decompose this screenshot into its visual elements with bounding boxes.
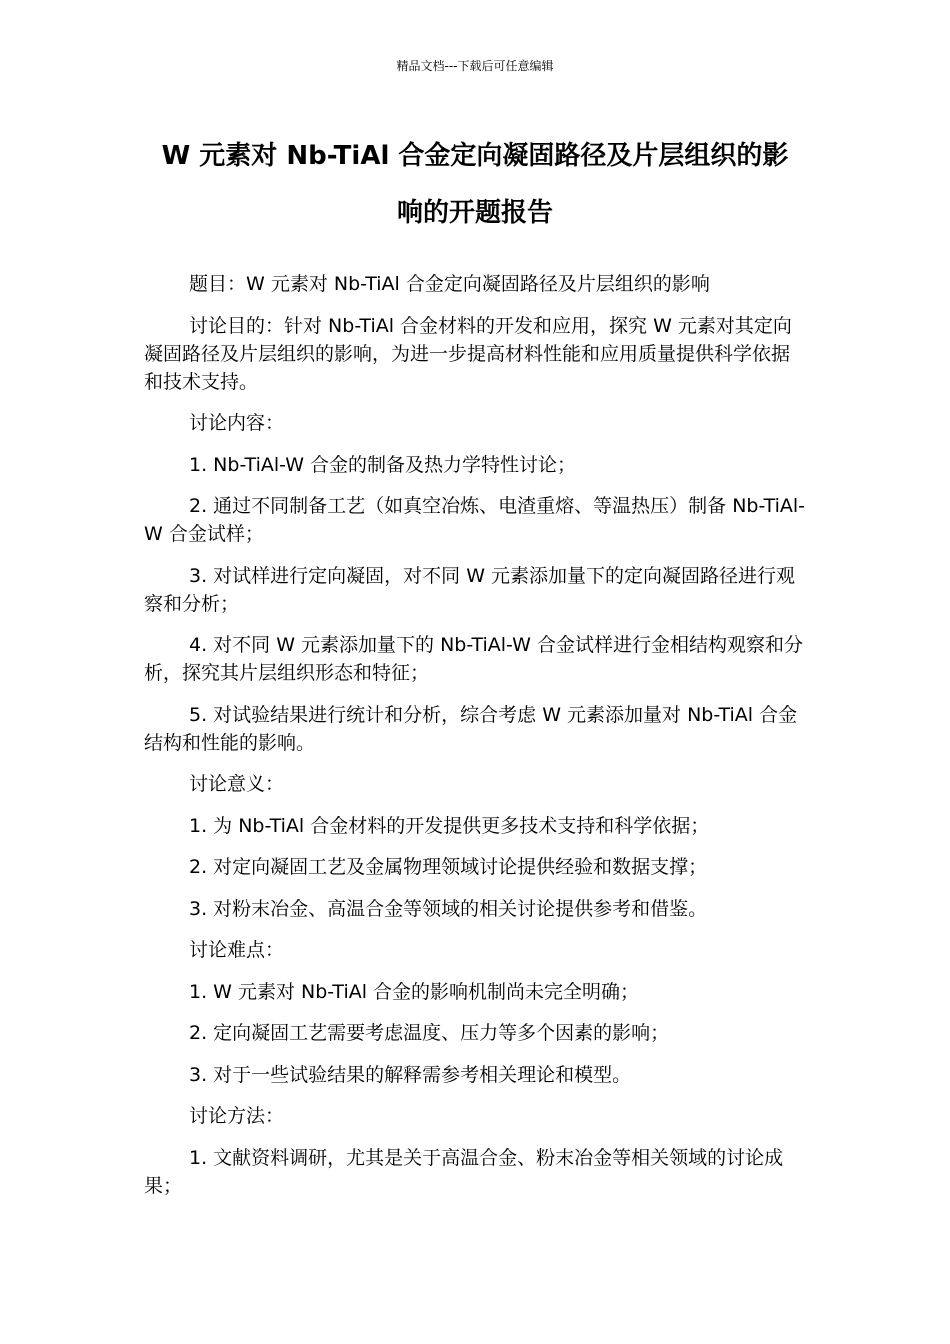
content-item: 1. Nb-TiAl-W 合金的制备及热力学特性讨论； xyxy=(189,453,577,476)
difficulty-item: 1. W 元素对 Nb-TiAl 合金的影响机制尚未完全明确； xyxy=(189,980,640,1003)
difficulty-item: 3. 对于一些试验结果的解释需参考相关理论和模型。 xyxy=(189,1063,632,1086)
content-item: 4. 对不同 W 元素添加量下的 Nb-TiAl-W 合金试样进行金相结构观察和分析，探究其片层组织形态和特征； xyxy=(144,634,803,684)
method-heading: 讨论方法： xyxy=(189,1105,285,1127)
difficulty-heading: 讨论难点： xyxy=(189,939,285,961)
content-item: 3. 对试样进行定向凝固，对不同 W 元素添加量下的定向凝固路径进行观察和分析； xyxy=(144,564,796,615)
document-title xyxy=(143,128,807,242)
significance-item: 3. 对粉末冶金、高温合金等领域的相关讨论提供参考和借鉴。 xyxy=(189,897,708,920)
header-note: 精品文档---下载后可任意编辑 xyxy=(396,59,554,73)
topic-paragraph: 题目：W 元素对 Nb-TiAl 合金定向凝固路径及片层组织的影响 xyxy=(189,273,710,295)
title-line-1: W 元素对 Nb-TiAl 合金定向凝固路径及片层组织的影 xyxy=(161,141,789,171)
significance-item: 1. 为 Nb-TiAl 合金材料的开发提供更多技术支持和科学依据； xyxy=(189,814,710,837)
difficulty-item: 2. 定向凝固工艺需要考虑温度、压力等多个因素的影响； xyxy=(189,1022,670,1044)
content-item: 2. 通过不同制备工艺（如真空冶炼、电渣重熔、等温热压）制备 Nb-TiAl-W 合金试样； xyxy=(144,495,806,545)
document-body xyxy=(144,270,808,1213)
purpose-paragraph: 讨论目的：针对 Nb-TiAl 合金材料的开发和应用，探究 W 元素对其定向凝固路径及片层组织的影响，为进一步提高材料性能和应用质量提供科学依据和技术支持。 xyxy=(144,314,792,393)
content-item: 5. 对试验结果进行统计和分析，综合考虑 W 元素添加量对 Nb-TiAl 合金结构和性能的影响。 xyxy=(144,703,798,754)
significance-item: 2. 对定向凝固工艺及金属物理领域讨论提供经验和数据支撑； xyxy=(189,856,708,878)
method-item: 1. 文献资料调研，尤其是关于高温合金、粉末冶金等相关领域的讨论成果； xyxy=(144,1146,784,1197)
significance-heading: 讨论意义： xyxy=(189,773,285,795)
title-line-2: 响的开题报告 xyxy=(396,198,553,228)
content-heading: 讨论内容： xyxy=(189,412,285,434)
